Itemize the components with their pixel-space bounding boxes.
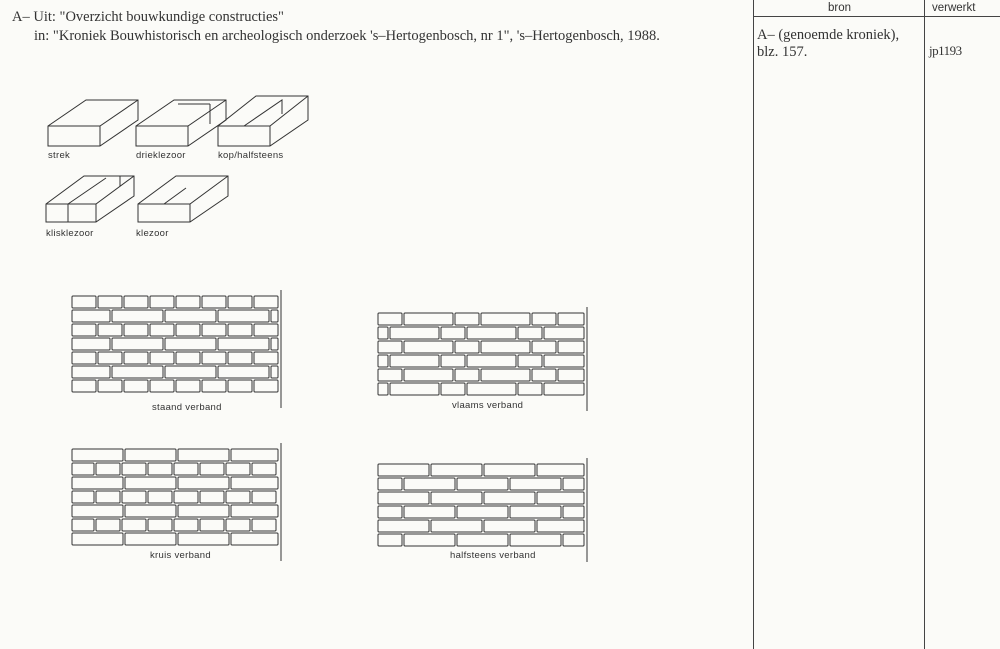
brick [431, 464, 482, 476]
brick [72, 505, 123, 517]
brick [72, 366, 110, 378]
brick [125, 505, 176, 517]
brick [378, 464, 429, 476]
brick [125, 533, 176, 545]
bron-entry-line2: blz. 157. [757, 44, 808, 60]
brick [98, 380, 122, 392]
wall-halfsteens-verband [378, 458, 587, 562]
brick [218, 338, 269, 350]
brick [178, 505, 229, 517]
brick [457, 478, 508, 490]
brick [228, 324, 252, 336]
brick [228, 352, 252, 364]
bron-header: bron [828, 2, 852, 14]
brick [431, 492, 482, 504]
brick [72, 352, 96, 364]
brick [174, 519, 198, 531]
brick [200, 491, 224, 503]
brick [218, 310, 269, 322]
brick [148, 463, 172, 475]
verwerkt-entry: jp1193 [929, 43, 962, 58]
brick [150, 352, 174, 364]
brick-strek-drawing [48, 100, 138, 146]
brick [72, 491, 94, 503]
brick [178, 449, 229, 461]
citation-title: A– Uit: "Overzicht bouwkundige constructies" [12, 9, 284, 25]
label-drieklezoor: drieklezoor [136, 150, 186, 161]
brick [455, 341, 479, 353]
brick [112, 310, 163, 322]
brick [510, 478, 561, 490]
brick [112, 366, 163, 378]
brick [271, 366, 278, 378]
brick [390, 383, 439, 395]
brick [174, 491, 198, 503]
brick [558, 341, 584, 353]
brick [254, 380, 278, 392]
brick [404, 506, 455, 518]
brick [200, 519, 224, 531]
brick [254, 324, 278, 336]
brick [125, 477, 176, 489]
brick [228, 296, 252, 308]
brick [96, 519, 120, 531]
wall-vlaams-verband [378, 307, 587, 411]
brick [231, 533, 278, 545]
bron-entry-line1: A– (genoemde kroniek), [757, 27, 900, 43]
brick [124, 352, 148, 364]
brick [96, 491, 120, 503]
brick [165, 310, 216, 322]
brick [431, 520, 482, 532]
brick [228, 380, 252, 392]
brick [467, 355, 516, 367]
brick [378, 492, 429, 504]
brick [122, 519, 146, 531]
brick [125, 449, 176, 461]
brick [202, 324, 226, 336]
brick [467, 383, 516, 395]
brick [378, 478, 402, 490]
brick [226, 519, 250, 531]
brick [378, 520, 429, 532]
brick [72, 296, 96, 308]
brick [378, 355, 388, 367]
brick [378, 506, 402, 518]
brick [378, 313, 402, 325]
brick [457, 534, 508, 546]
brick [537, 492, 584, 504]
brick [202, 352, 226, 364]
brick [226, 463, 250, 475]
brick [176, 296, 200, 308]
brick [441, 383, 465, 395]
brick [481, 341, 530, 353]
brick [544, 355, 584, 367]
brick [72, 338, 110, 350]
brick [378, 369, 402, 381]
brick [124, 380, 148, 392]
brick [532, 369, 556, 381]
brick [112, 338, 163, 350]
wall-staand-verband [72, 290, 281, 408]
brick [178, 533, 229, 545]
brick [563, 506, 584, 518]
brick [404, 313, 453, 325]
brick [532, 313, 556, 325]
brick [148, 491, 172, 503]
brick [98, 352, 122, 364]
label-vlaams-verband: vlaams verband [452, 400, 524, 411]
label-kop-halfsteens: kop/halfsteens [218, 150, 284, 161]
brick [176, 324, 200, 336]
brick [124, 324, 148, 336]
brick [537, 464, 584, 476]
brick [378, 341, 402, 353]
brick [510, 534, 561, 546]
brick [518, 327, 542, 339]
label-strek: strek [48, 150, 71, 161]
brick [98, 324, 122, 336]
brick [72, 324, 96, 336]
brick [532, 341, 556, 353]
label-halfsteens-verband: halfsteens verband [450, 550, 536, 561]
bron-column-divider [753, 0, 754, 649]
brick [467, 327, 516, 339]
brick [558, 369, 584, 381]
brick [231, 477, 278, 489]
brick [481, 369, 530, 381]
brick [537, 520, 584, 532]
brick [202, 380, 226, 392]
brick [455, 369, 479, 381]
label-klisklezoor: klisklezoor [46, 228, 94, 239]
brick [404, 478, 455, 490]
citation-source: in: "Kroniek Bouwhistorisch en archeologisch onderzoek 's–Hertogenbosch, nr 1", 's–Hertogenbosch, 1988. [34, 28, 660, 44]
brick [254, 296, 278, 308]
brick [72, 533, 123, 545]
brick [484, 464, 535, 476]
brick [544, 383, 584, 395]
brick [178, 477, 229, 489]
brick [252, 519, 276, 531]
brick [441, 355, 465, 367]
brick [96, 463, 120, 475]
verwerkt-header: verwerkt [932, 2, 976, 14]
brick [148, 519, 172, 531]
brick [72, 380, 96, 392]
brick [544, 327, 584, 339]
brick [218, 366, 269, 378]
brick [165, 366, 216, 378]
verwerkt-column-divider [924, 0, 925, 649]
brick [202, 296, 226, 308]
brick [72, 310, 110, 322]
brick [122, 463, 146, 475]
brick [174, 463, 198, 475]
brick [404, 369, 453, 381]
brick [72, 519, 94, 531]
brick [150, 380, 174, 392]
brick [441, 327, 465, 339]
label-kruis-verband: kruis verband [150, 550, 211, 561]
brick [404, 341, 453, 353]
brick [484, 492, 535, 504]
brick [176, 380, 200, 392]
brick [150, 296, 174, 308]
brick [72, 449, 123, 461]
brick [390, 327, 439, 339]
brick [252, 463, 276, 475]
brick [563, 478, 584, 490]
brick [150, 324, 174, 336]
brick [563, 534, 584, 546]
bron-entry [757, 27, 899, 61]
brick [226, 491, 250, 503]
brick-drieklezoor-drawing [136, 100, 226, 146]
brick [72, 477, 123, 489]
brick [378, 327, 388, 339]
brick [176, 352, 200, 364]
brick [124, 296, 148, 308]
label-klezoor: klezoor [136, 228, 169, 239]
brick-kop-halfsteens-drawing [218, 96, 308, 146]
brick [254, 352, 278, 364]
header-rule [753, 16, 1000, 17]
brick-klisklezoor-drawing [46, 176, 134, 222]
brick [200, 463, 224, 475]
brick [122, 491, 146, 503]
brick [484, 520, 535, 532]
brick [72, 463, 94, 475]
wall-kruis-verband [72, 443, 281, 561]
brick [558, 313, 584, 325]
brick [510, 506, 561, 518]
brick [271, 310, 278, 322]
brick [378, 383, 388, 395]
brick [481, 313, 530, 325]
brick [98, 296, 122, 308]
brick [165, 338, 216, 350]
brick [378, 534, 402, 546]
label-staand-verband: staand verband [152, 402, 222, 413]
brick [252, 491, 276, 503]
brick [231, 505, 278, 517]
brick [518, 355, 542, 367]
brick [455, 313, 479, 325]
brick-klezoor-drawing [138, 176, 228, 222]
brick [404, 534, 455, 546]
brick [231, 449, 278, 461]
brick [518, 383, 542, 395]
brick [457, 506, 508, 518]
brick [390, 355, 439, 367]
brick [271, 338, 278, 350]
